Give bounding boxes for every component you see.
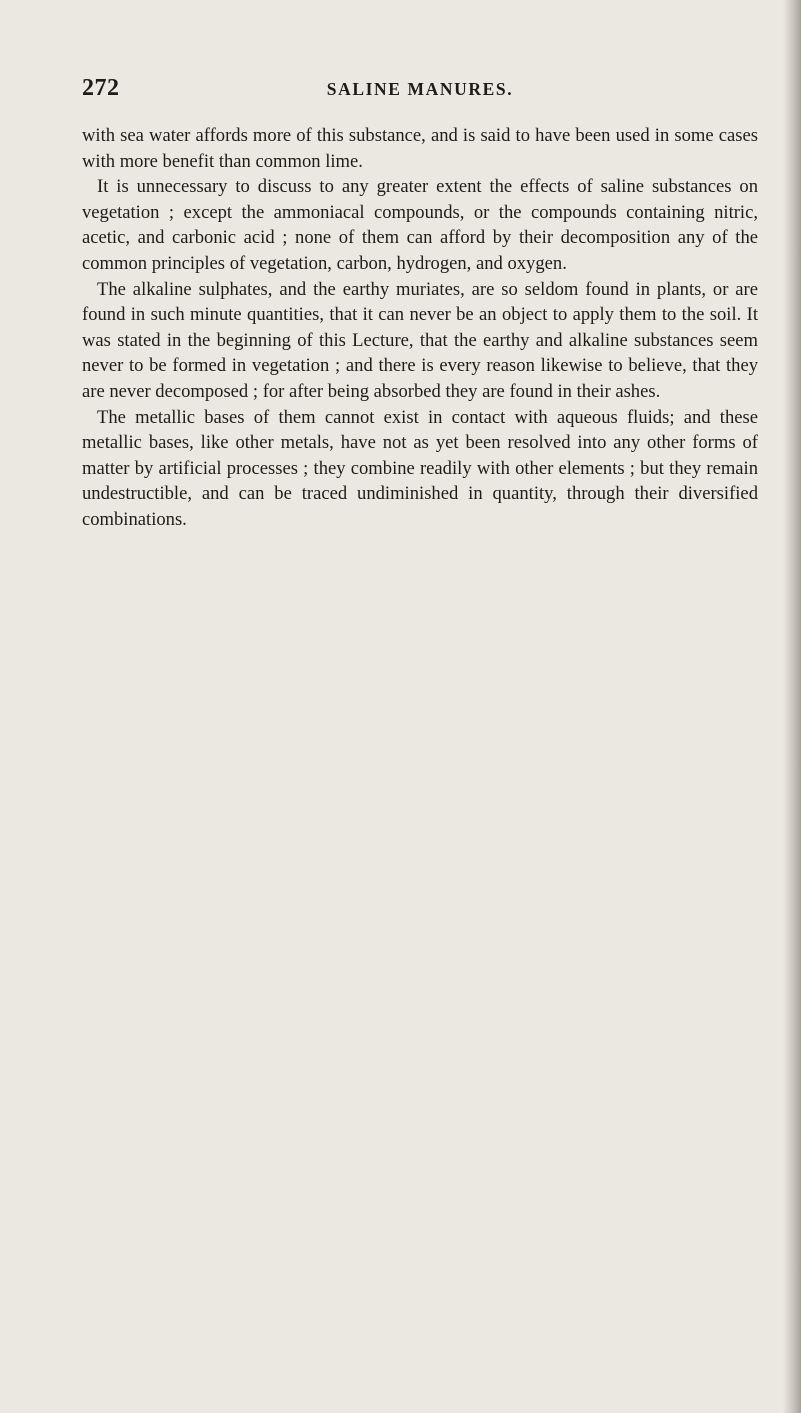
page-edge-shadow (783, 0, 801, 1413)
paragraph-1: with sea water affords more of this substance, and is said to have been used in some cases with more benefit than common lime. (82, 125, 758, 172)
paragraph-3: The alkaline sulphates, and the earthy muriates, are so seldom found in plants, or are found in such minute quantities, that it can never be an object to apply them to the soil. It was stated in the beginning of this Lecture, that the earthy and alkaline substances seem never to be formed in vegetation ; and there is every reason likewise to believe, that they are never decomposed ; for after being absorbed they are found in their ashes. (82, 278, 758, 402)
paragraph-4: The metallic bases of them cannot exist in contact with aqueous fluids; and these metallic bases, like other metals, have not as yet been resolved into any other forms of matter by artificial processes ; they combine readily with other elements ; but they remain undestructible, and can be traced undiminished in quantity, through their diversified combinations. (82, 406, 758, 530)
paragraph-2: It is unnecessary to discuss to any greater extent the effects of saline substances on vegetation ; except the ammoniacal compounds, or the compounds containing nitric, acetic, and carbonic acid ; none of them can afford by their decomposition any of the common principles of vegetation, carbon, hydrogen, and oxygen. (82, 176, 758, 274)
running-title: SALINE MANURES. (326, 79, 514, 99)
running-head (82, 75, 758, 103)
body-text (82, 123, 758, 533)
page-number: 272 (82, 75, 120, 101)
